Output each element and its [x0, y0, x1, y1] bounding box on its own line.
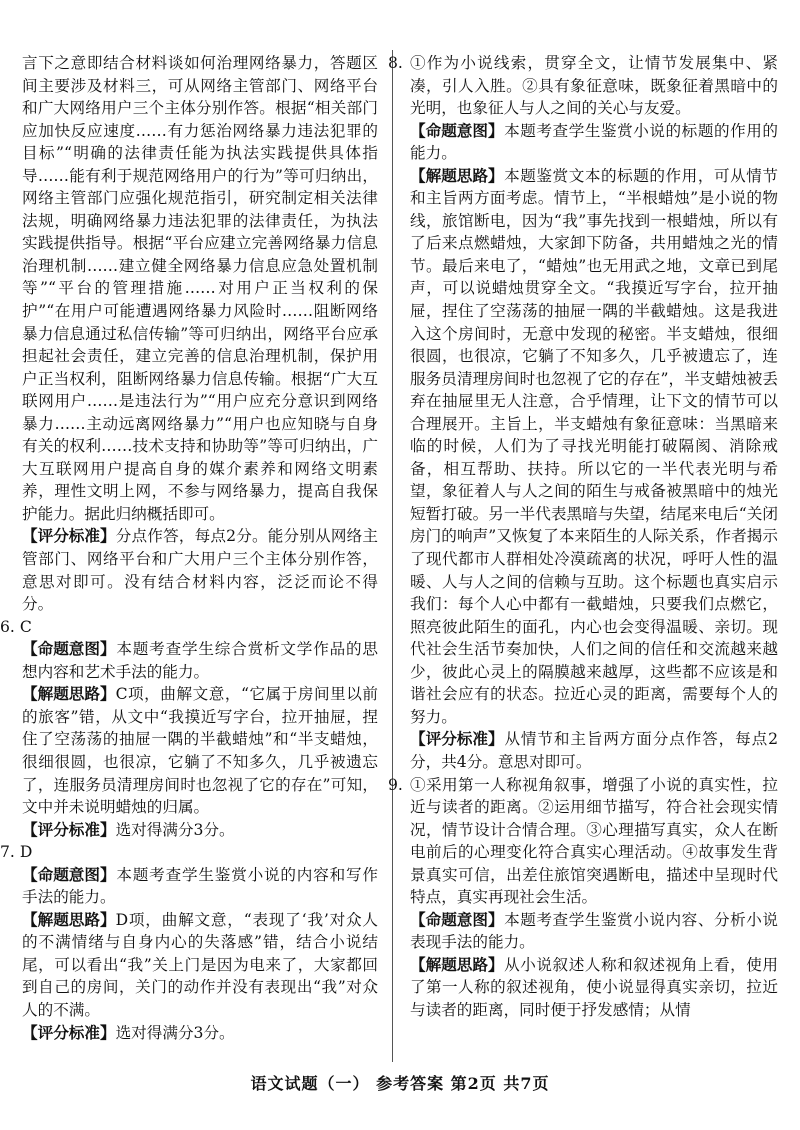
intent-tag: 【命题意图】 — [22, 639, 116, 659]
q7-thought-block — [22, 909, 378, 1022]
page-footer: 语文试题（一） 参考答案 第2页 共7页 — [250, 1074, 550, 1093]
q6-score-text: 选对得满分3分。 — [115, 820, 235, 839]
q9-number: 9. — [388, 775, 403, 794]
q7-intent-block — [22, 864, 378, 909]
q8-thought-block — [410, 165, 778, 729]
q6-score-block — [22, 819, 378, 842]
q6-thought-block — [22, 683, 378, 818]
q6-thought-text: C项，曲解文意，“它属于房间里以前的旅客”错，从文中“我摸近写字台，拉开抽屉，捏住了空荡荡的抽屉一隅的半截蜡烛”和“半支蜡烛，很细很圆，也很凉，它躺了不知多久，几乎被遗忘了，连服务员清理房间时也忽视了它的存在”可知，文中并未说明蜡烛的归属。 — [22, 685, 378, 817]
thought-tag: 【解题思路】 — [22, 909, 116, 929]
left-column — [0, 52, 378, 1044]
q9-intent-block — [410, 909, 778, 954]
q8-score-block — [410, 728, 778, 773]
thought-tag: 【解题思路】 — [22, 684, 116, 704]
q9-intent-text: 本题考查学生鉴赏小说内容、分析小说表现手法的能力。 — [410, 910, 778, 952]
score-standard-tag: 【评分标准】 — [22, 819, 116, 839]
q6-answer: 6. C — [0, 617, 32, 636]
q6-intent-block — [22, 638, 378, 683]
q8-intent-block — [410, 120, 778, 165]
q9-thought-text: 从小说叙述人称和叙述视角上看，使用了第一人称的叙述视角，使小说显得真实亲切，拉近与读者的距离，同时便于抒发感情；从情 — [410, 955, 778, 1019]
q7-score-block — [22, 1022, 378, 1045]
q9-answer-block — [388, 774, 778, 909]
q7-answer: 7. D — [0, 843, 33, 862]
q8-number: 8. — [388, 54, 403, 72]
q7-number — [0, 841, 378, 864]
q8-score-text: 从情节和主旨两方面分点作答，每点2分，共4分。意思对即可。 — [410, 730, 778, 771]
q6-intent-text: 本题考查学生综合赏析文学作品的思想内容和艺术手法的能力。 — [22, 640, 378, 681]
thought-tag: 【解题思路】 — [410, 165, 504, 185]
right-column — [388, 52, 778, 1022]
score-standard-tag: 【评分标准】 — [22, 1022, 116, 1042]
q9-answer-text: ①采用第一人称视角叙事，增强了小说的真实性，拉近与读者的距离。②运用细节描写，符合社会现实情况，情节设计合情合理。③心理描写真实，众人在断电前后的心理变化符合真实心理活动。④故事发生背景真实可信，出差住旅馆突遇断电，描述中呈现时代特点，真实再现社会生活。 — [410, 775, 778, 907]
q7-intent-text: 本题考查学生鉴赏小说的内容和写作手法的能力。 — [22, 865, 378, 907]
column-divider — [392, 50, 393, 1062]
q5-continuation: 言下之意即结合材料谈如何治理网络暴力，答题区间主要涉及材料三，可从网络主管部门、网络平台和广大网络用户三个主体分别作答。根据“相关部门应加快反应速度……有力惩治网络暴力违法犯罪的目标”“明确的法律责任能为执法实践提供具体指导……能有利于规范网络用户的行为”等可归纳出，网络主管部门应强化规范指引，研究制定相关法律法规，明确网络暴力违法犯罪的法律责任，为执法实践提供指导。根据“平台应建立完善网络暴力信息治理机制……建立健全网络暴力信息应急处置机制等”“平台的管理措施……对用户正当权利的保护”“在用户可能遭遇网络暴力风险时……阻断网络暴力信息通过私信传输”等可归纳出，网络平台应承担起社会责任，建立完善的信息治理机制，保护用户正当权利，阻断网络暴力信息传输。根据“广大互联网用户……是违法行为”“用户应充分意识到网络暴力……主动远离网络暴力”“用户也应知晓与自身有关的权利……技术支持和协助等”等可归纳出，广大互联网用户提高自身的媒介素养和网络文明素养，理性文明上网，不参与网络暴力，提高自我保护能力。据此归纳概括即可。 — [22, 54, 378, 523]
intent-tag: 【命题意图】 — [410, 909, 504, 929]
score-standard-tag: 【评分标准】 — [410, 729, 504, 749]
q8-answer-block — [388, 52, 778, 120]
q5-score-block — [22, 525, 378, 615]
q8-answer-text: ①作为小说线索，贯穿全文，让情节发展集中、紧凑，引人入胜。②具有象征意味，既象征着黑暗中的光明，也象征人与人之间的关心与友爱。 — [410, 54, 778, 118]
score-standard-tag: 【评分标准】 — [22, 526, 116, 546]
q8-intent-text: 本题考查学生鉴赏小说的标题的作用的能力。 — [410, 121, 778, 163]
q9-thought-block — [410, 954, 778, 1022]
q7-score-text: 选对得满分3分。 — [115, 1023, 235, 1042]
q7-thought-text: D项，曲解文意，“表现了‘我’对众人的不满情绪与自身内心的失落感”错，结合小说结尾，可以看出“我”关上门是因为电来了，大家都回到自己的房间，关门的动作并没有表现出“我”对众人的不满。 — [22, 910, 378, 1019]
intent-tag: 【命题意图】 — [410, 120, 504, 140]
q6-number — [0, 616, 378, 639]
q5-score-text: 分点作答，每点2分。能分别从网络主管部门、网络平台和广大用户三个主体分别作答，意思对即可。没有结合材料内容，泛泛而论不得分。 — [22, 527, 378, 614]
intent-tag: 【命题意图】 — [22, 864, 116, 884]
q8-thought-text: 本题鉴赏文本的标题的作用，可从情节和主旨两方面考虑。情节上，“半根蜡烛”是小说的物线，旅馆断电，因为“我”事先找到一根蜡烛，所以有了后来点燃蜡烛，大家卸下防备，共用蜡烛之光的情节。最后来电了，“蜡烛”也无用武之地，文章已到尾声，可以说蜡烛贯穿全文。“我摸近写字台，拉开抽屉，捏住了空荡荡的抽屉一隅的半截蜡烛。这是我进入这个房间时，无意中发现的秘密。半支蜡烛，很细很圆，也很凉，它躺了不知多久，几乎被遗忘了，连服务员清理房间时也忽视了它的存在”，半支蜡烛被丢弃在抽屉里无人注意，合乎情理，让下文的情节可以合理展开。主旨上，半支蜡烛有象征意味：当黑暗来临的时候，人们为了寻找光明能打破隔阂、消除戒备，相互帮助、扶持。所以它的一半代表光明与希望，象征着人与人之间的陌生与戒备被黑暗中的烛光短暂打破。另一半代表黑暗与失望，结尾来电后“关闭房门的响声”又恢复了本来陌生的人际关系，作者揭示了现代都市人群相处冷漠疏离的状况，呼吁人性的温暖、人与人之间的信赖与互助。这个标题也真实启示我们：每个人心中都有一截蜡烛，只要我们点燃它，照亮彼此陌生的面孔，内心也会变得温暖、亲切。现代社会生活节奏加快，人们之间的信任和交流越来越少，彼此心灵上的隔膜越来越厚，这些都不应该是和谐社会应有的状态。拉近心灵的距离，需要每个人的努力。 — [410, 166, 778, 726]
thought-tag: 【解题思路】 — [410, 954, 504, 974]
